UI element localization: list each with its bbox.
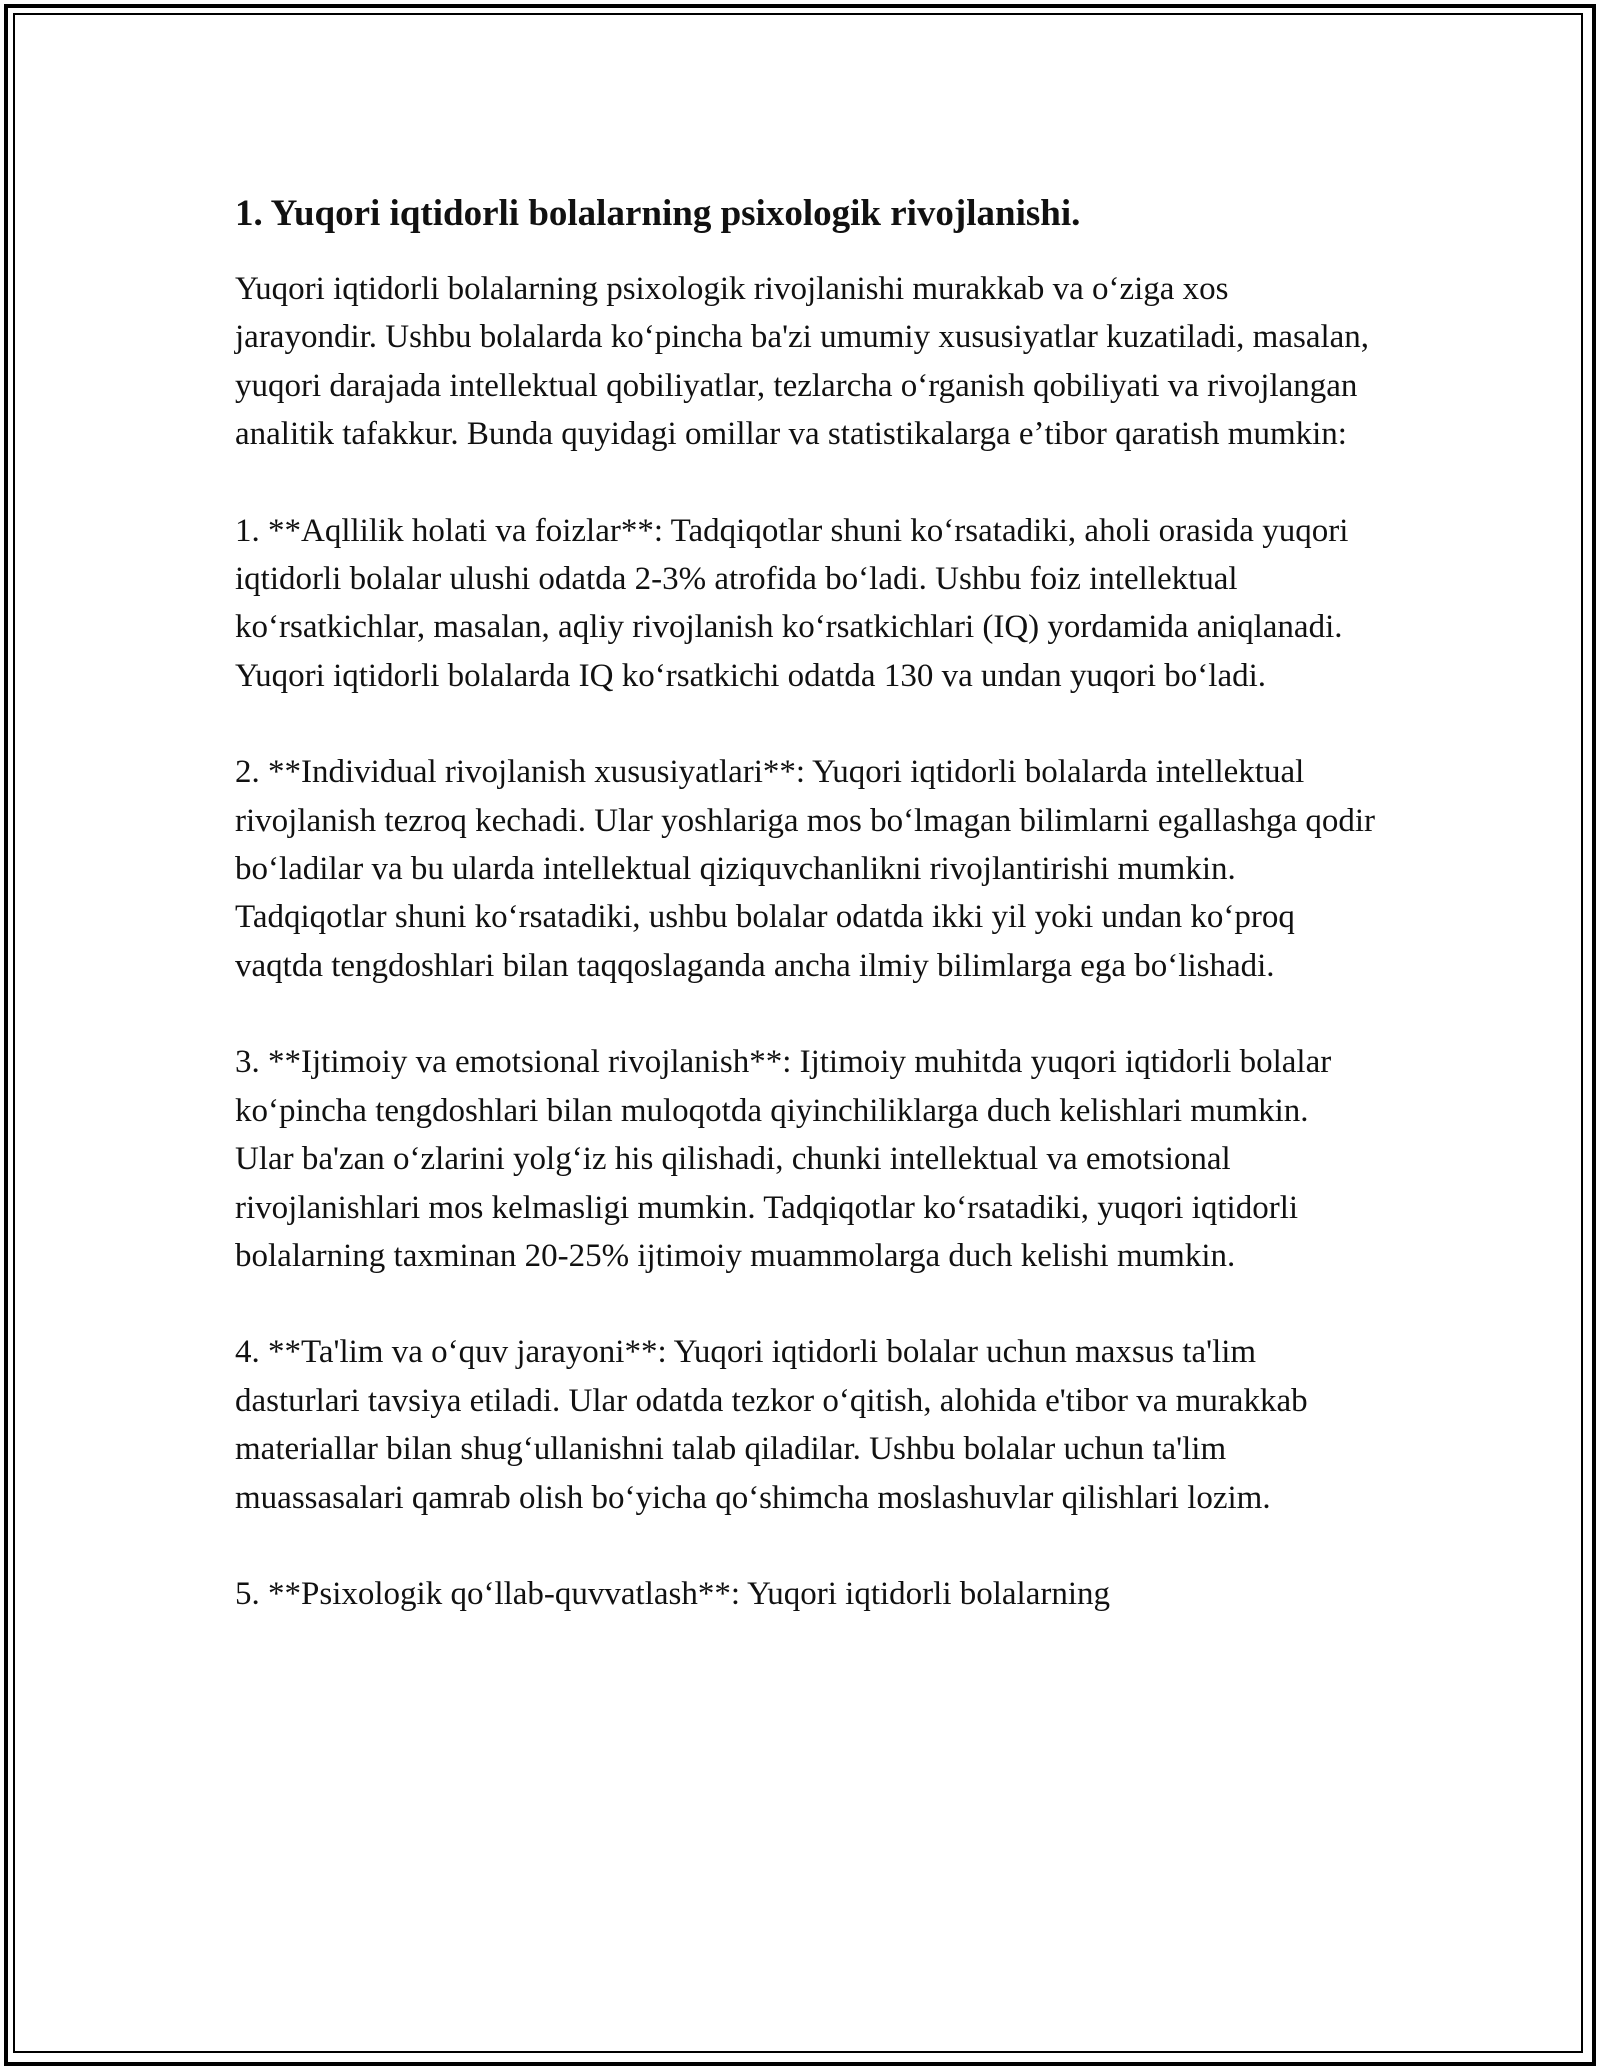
paragraph-item-4: 4. **Ta'lim va oʻquv jarayoni**: Yuqori iqtidorli bolalar uchun maxsus ta'lim dasturlari tavsiya etiladi. Ular odatda tezkor oʻqitish, alohida e'tibor va murakkab materiallar bilan shugʻullanishni talab qiladilar. Ushbu bolalar uchun ta'lim muassasalari qamrab olish boʻyicha qoʻshimcha moslashuvlar qilishlari lozim. <box>235 1334 1308 1516</box>
paragraph-item-5: 5. **Psixologik qoʻllab-quvvatlash**: Yuqori iqtidorli bolalarning <box>235 1575 1111 1612</box>
intro-paragraph: Yuqori iqtidorli bolalarning psixologik rivojlanishi murakkab va oʻziga xos jarayondir. Ushbu bolalarda koʻpincha ba'zi umumiy xususiyatlar kuzatiladi, masalan, yuqori darajada intellektual qobiliyatlar, tezlarcha oʻrganish qobiliyati va rivojlangan analitik tafakkur. Bunda quyidagi omillar va statistikalarga eʼtibor qaratish mumkin: <box>235 271 1370 453</box>
paragraph-item-3: 3. **Ijtimoiy va emotsional rivojlanish**: Ijtimoiy muhitda yuqori iqtidorli bolalar koʻpincha tengdoshlari bilan muloqotda qiyinchiliklarga duch kelishlari mumkin. Ular ba'zan oʻzlarini yolgʻiz his qilishadi, chunki intellektual va emotsional rivojlanishlari mos kelmasligi mumkin. Tadqiqotlar koʻrsatadiki, yuqori iqtidorli bolalarning taxminan 20-25% ijtimoiy muammolarga duch kelishi mumkin. <box>235 1044 1332 1274</box>
paragraph-item-1: 1. **Aqllilik holati va foizlar**: Tadqiqotlar shuni koʻrsatadiki, aholi orasida yuqori iqtidorli bolalar ulushi odatda 2-3% atrofida boʻladi. Ushbu foiz intellektual koʻrsatkichlar, masalan, aqliy rivojlanish koʻrsatkichlari (IQ) yordamida aniqlanadi. Yuqori iqtidorli bolalarda IQ koʻrsatkichi odatda 130 va undan yuqori boʻladi. <box>235 512 1349 694</box>
section-heading: 1. Yuqori iqtidorli bolalarning psixologik rivojlanishi. <box>235 193 1081 234</box>
paragraph-item-2: 2. **Individual rivojlanish xususiyatlari**: Yuqori iqtidorli bolalarda intellektual rivojlanish tezroq kechadi. Ular yoshlariga mos boʻlmagan bilimlarni egallashga qodir boʻladilar va bu ularda intellektual qiziquvchanlikni rivojlantirishi mumkin. Tadqiqotlar shuni koʻrsatadiki, ushbu bolalar odatda ikki yil yoki undan koʻproq vaqtda tengdoshlari bilan taqqoslaganda ancha ilmiy bilimlarga ega boʻlishadi. <box>235 754 1376 984</box>
document-body <box>235 185 1375 1666</box>
